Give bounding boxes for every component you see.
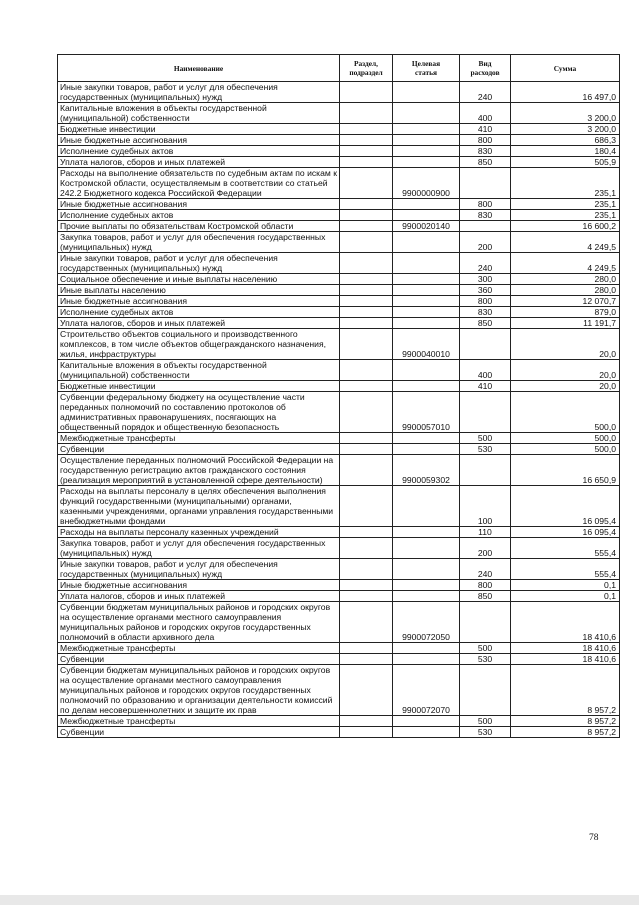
cell-kind: 830 (460, 146, 511, 157)
cell-article (393, 727, 460, 738)
cell-kind: 240 (460, 559, 511, 580)
table-row (58, 486, 620, 527)
cell-article: 9900072070 (393, 665, 460, 716)
cell-article (393, 82, 460, 103)
cell-kind: 500 (460, 716, 511, 727)
table-row (58, 253, 620, 274)
table-row (58, 329, 620, 360)
cell-article (393, 232, 460, 253)
cell-kind: 800 (460, 580, 511, 591)
cell-kind (460, 665, 511, 716)
table-row (58, 591, 620, 602)
cell-section (340, 527, 393, 538)
table-row (58, 527, 620, 538)
cell-name: Закупка товаров, работ и услуг для обеспечения государственных (муниципальных) нужд (58, 538, 340, 559)
cell-section (340, 307, 393, 318)
cell-name: Уплата налогов, сборов и иных платежей (58, 318, 340, 329)
table-row (58, 602, 620, 643)
cell-sum: 3 200,0 (511, 103, 620, 124)
table-row (58, 285, 620, 296)
cell-kind (460, 455, 511, 486)
cell-sum: 0,1 (511, 591, 620, 602)
cell-kind: 400 (460, 360, 511, 381)
table-row (58, 381, 620, 392)
cell-section (340, 360, 393, 381)
table-header (58, 55, 620, 82)
cell-name: Иные бюджетные ассигнования (58, 199, 340, 210)
cell-article (393, 643, 460, 654)
cell-sum: 16 600,2 (511, 221, 620, 232)
cell-kind: 850 (460, 157, 511, 168)
cell-article (393, 318, 460, 329)
cell-article (393, 253, 460, 274)
header-kind: Вид расходов (460, 55, 511, 82)
table-row (58, 157, 620, 168)
cell-section (340, 559, 393, 580)
table-row (58, 168, 620, 199)
cell-article (393, 486, 460, 527)
table-row (58, 146, 620, 157)
budget-table (57, 54, 620, 738)
cell-sum: 4 249,5 (511, 253, 620, 274)
cell-section (340, 135, 393, 146)
cell-sum: 16 095,4 (511, 486, 620, 527)
cell-name: Расходы на выплаты персоналу казенных учреждений (58, 527, 340, 538)
cell-kind: 850 (460, 591, 511, 602)
cell-section (340, 146, 393, 157)
cell-name: Иные бюджетные ассигнования (58, 135, 340, 146)
table-row (58, 392, 620, 433)
cell-section (340, 157, 393, 168)
table-body (58, 82, 620, 738)
cell-kind (460, 221, 511, 232)
cell-section (340, 665, 393, 716)
cell-sum: 12 070,7 (511, 296, 620, 307)
cell-section (340, 591, 393, 602)
table-row (58, 318, 620, 329)
cell-sum: 11 191,7 (511, 318, 620, 329)
cell-sum: 20,0 (511, 381, 620, 392)
cell-name: Иные закупки товаров, работ и услуг для обеспечения государственных (муниципальных) нужд (58, 82, 340, 103)
header-section: Раздел, подраздел (340, 55, 393, 82)
cell-kind: 530 (460, 444, 511, 455)
cell-article (393, 538, 460, 559)
cell-section (340, 232, 393, 253)
cell-article: 9900059302 (393, 455, 460, 486)
cell-sum: 500,0 (511, 392, 620, 433)
cell-sum: 18 410,6 (511, 654, 620, 665)
cell-kind: 400 (460, 103, 511, 124)
table-row (58, 643, 620, 654)
cell-name: Уплата налогов, сборов и иных платежей (58, 591, 340, 602)
cell-sum: 280,0 (511, 274, 620, 285)
cell-section (340, 444, 393, 455)
cell-article: 9900040010 (393, 329, 460, 360)
cell-article (393, 199, 460, 210)
table-row (58, 580, 620, 591)
cell-sum: 20,0 (511, 360, 620, 381)
table-row (58, 199, 620, 210)
cell-section (340, 253, 393, 274)
cell-section (340, 274, 393, 285)
cell-article: 9900072050 (393, 602, 460, 643)
page-number: 78 (589, 833, 599, 843)
cell-article (393, 135, 460, 146)
cell-sum: 280,0 (511, 285, 620, 296)
cell-section (340, 210, 393, 221)
table-row (58, 716, 620, 727)
cell-article (393, 591, 460, 602)
cell-article: 9900057010 (393, 392, 460, 433)
cell-name: Капитальные вложения в объекты государственной (муниципальной) собственности (58, 103, 340, 124)
cell-sum: 16 650,9 (511, 455, 620, 486)
cell-name: Бюджетные инвестиции (58, 381, 340, 392)
cell-article (393, 146, 460, 157)
budget-table-wrap (57, 54, 619, 738)
table-row (58, 124, 620, 135)
cell-name: Социальное обеспечение и иные выплаты населению (58, 274, 340, 285)
cell-sum: 235,1 (511, 199, 620, 210)
cell-name: Межбюджетные трансферты (58, 433, 340, 444)
cell-name: Субвенции бюджетам муниципальных районов и городских округов на осуществление органами местного самоуправления муниципальных районов и городских округов государственных полномочий в области архивного дела (58, 602, 340, 643)
cell-section (340, 580, 393, 591)
cell-section (340, 602, 393, 643)
cell-name: Иные бюджетные ассигнования (58, 580, 340, 591)
cell-sum: 235,1 (511, 210, 620, 221)
cell-name: Иные бюджетные ассигнования (58, 296, 340, 307)
cell-kind: 300 (460, 274, 511, 285)
cell-section (340, 329, 393, 360)
cell-name: Исполнение судебных актов (58, 210, 340, 221)
table-row (58, 274, 620, 285)
cell-kind: 800 (460, 199, 511, 210)
header-article: Целевая статья (393, 55, 460, 82)
cell-kind: 500 (460, 643, 511, 654)
cell-name: Субвенции бюджетам муниципальных районов и городских округов на осуществление органами местного самоуправления муниципальных районов и городских округов государственных полномочий по образованию и организации деятельности комиссий по делам несовершеннолетних и защите их прав (58, 665, 340, 716)
table-row (58, 654, 620, 665)
cell-article (393, 654, 460, 665)
cell-kind: 200 (460, 232, 511, 253)
cell-name: Иные закупки товаров, работ и услуг для обеспечения государственных (муниципальных) нужд (58, 559, 340, 580)
table-row (58, 82, 620, 103)
cell-section (340, 486, 393, 527)
cell-name: Уплата налогов, сборов и иных платежей (58, 157, 340, 168)
cell-article (393, 274, 460, 285)
cell-kind (460, 329, 511, 360)
cell-section (340, 103, 393, 124)
table-row (58, 360, 620, 381)
cell-kind: 360 (460, 285, 511, 296)
cell-kind: 410 (460, 124, 511, 135)
table-row (58, 221, 620, 232)
cell-section (340, 296, 393, 307)
cell-section (340, 392, 393, 433)
cell-section (340, 82, 393, 103)
cell-name: Иные закупки товаров, работ и услуг для обеспечения государственных (муниципальных) нужд (58, 253, 340, 274)
cell-section (340, 643, 393, 654)
cell-sum: 500,0 (511, 444, 620, 455)
cell-article: 9900020140 (393, 221, 460, 232)
cell-sum: 18 410,6 (511, 602, 620, 643)
cell-sum: 505,9 (511, 157, 620, 168)
cell-kind: 500 (460, 433, 511, 444)
cell-article (393, 716, 460, 727)
cell-name: Расходы на выплаты персоналу в целях обеспечения выполнения функций государственными (муниципальными) органами, казенными учреждениями, органами управления государственными внебюджетными фондами (58, 486, 340, 527)
cell-section (340, 221, 393, 232)
cell-section (340, 716, 393, 727)
cell-sum: 879,0 (511, 307, 620, 318)
cell-section (340, 433, 393, 444)
cell-sum: 18 410,6 (511, 643, 620, 654)
cell-kind: 100 (460, 486, 511, 527)
cell-article (393, 381, 460, 392)
table-row (58, 727, 620, 738)
cell-kind (460, 602, 511, 643)
cell-kind: 240 (460, 253, 511, 274)
cell-section (340, 318, 393, 329)
cell-article (393, 157, 460, 168)
cell-sum: 686,3 (511, 135, 620, 146)
cell-sum: 8 957,2 (511, 727, 620, 738)
cell-section (340, 727, 393, 738)
cell-name: Капитальные вложения в объекты государственной (муниципальной) собственности (58, 360, 340, 381)
cell-name: Расходы на выполнение обязательств по судебным актам по искам к Костромской области, осуществляемым в соответствии со статьей 242.2 Бюджетного кодекса Российской Федерации (58, 168, 340, 199)
cell-sum: 0,1 (511, 580, 620, 591)
table-row (58, 103, 620, 124)
table-row (58, 210, 620, 221)
cell-name: Межбюджетные трансферты (58, 643, 340, 654)
cell-kind (460, 392, 511, 433)
table-row (58, 433, 620, 444)
cell-article (393, 307, 460, 318)
table-row (58, 444, 620, 455)
table-row (58, 665, 620, 716)
cell-kind: 830 (460, 307, 511, 318)
cell-name: Строительство объектов социального и производственного комплексов, в том числе объектов общегражданского назначения, жилья, инфраструктуры (58, 329, 340, 360)
cell-kind: 800 (460, 135, 511, 146)
cell-kind: 110 (460, 527, 511, 538)
cell-section (340, 538, 393, 559)
cell-name: Осуществление переданных полномочий Российской Федерации на государственную регистрацию актов гражданского состояния (реализация мероприятий в установленной сфере деятельности) (58, 455, 340, 486)
cell-kind (460, 168, 511, 199)
cell-article (393, 444, 460, 455)
cell-sum: 555,4 (511, 559, 620, 580)
cell-sum: 8 957,2 (511, 665, 620, 716)
cell-sum: 16 095,4 (511, 527, 620, 538)
cell-section (340, 124, 393, 135)
table-row (58, 232, 620, 253)
header-sum: Сумма (511, 55, 620, 82)
header-name: Наименование (58, 55, 340, 82)
cell-sum: 4 249,5 (511, 232, 620, 253)
cell-section (340, 455, 393, 486)
cell-name: Иные выплаты населению (58, 285, 340, 296)
cell-article (393, 580, 460, 591)
cell-name: Прочие выплаты по обязательствам Костромской области (58, 221, 340, 232)
cell-sum: 555,4 (511, 538, 620, 559)
cell-section (340, 381, 393, 392)
cell-article (393, 103, 460, 124)
cell-article (393, 527, 460, 538)
cell-name: Субвенции (58, 444, 340, 455)
cell-kind: 800 (460, 296, 511, 307)
cell-name: Субвенции федеральному бюджету на осуществление части переданных полномочий по составлению протоколов об административных правонарушениях, посягающих на общественный порядок и общественную безопасность (58, 392, 340, 433)
cell-name: Исполнение судебных актов (58, 307, 340, 318)
table-row (58, 296, 620, 307)
cell-sum: 8 957,2 (511, 716, 620, 727)
cell-article (393, 285, 460, 296)
table-row (58, 455, 620, 486)
cell-name: Субвенции (58, 654, 340, 665)
cell-section (340, 654, 393, 665)
cell-section (340, 199, 393, 210)
cell-article (393, 433, 460, 444)
cell-name: Исполнение судебных актов (58, 146, 340, 157)
cell-section (340, 168, 393, 199)
cell-name: Закупка товаров, работ и услуг для обеспечения государственных (муниципальных) нужд (58, 232, 340, 253)
cell-article: 9900000900 (393, 168, 460, 199)
cell-article (393, 296, 460, 307)
table-row (58, 307, 620, 318)
cell-kind: 530 (460, 654, 511, 665)
table-row (58, 135, 620, 146)
cell-sum: 20,0 (511, 329, 620, 360)
cell-sum: 500,0 (511, 433, 620, 444)
cell-kind: 850 (460, 318, 511, 329)
cell-kind: 200 (460, 538, 511, 559)
cell-article (393, 360, 460, 381)
header-row (58, 55, 620, 82)
table-row (58, 538, 620, 559)
cell-section (340, 285, 393, 296)
cell-kind: 410 (460, 381, 511, 392)
cell-sum: 3 200,0 (511, 124, 620, 135)
cell-name: Бюджетные инвестиции (58, 124, 340, 135)
cell-sum: 180,4 (511, 146, 620, 157)
cell-kind: 240 (460, 82, 511, 103)
cell-sum: 235,1 (511, 168, 620, 199)
cell-article (393, 210, 460, 221)
cell-kind: 530 (460, 727, 511, 738)
cell-kind: 830 (460, 210, 511, 221)
cell-sum: 16 497,0 (511, 82, 620, 103)
cell-article (393, 124, 460, 135)
cell-article (393, 559, 460, 580)
table-row (58, 559, 620, 580)
scan-bottom-edge (0, 895, 639, 905)
cell-name: Межбюджетные трансферты (58, 716, 340, 727)
cell-name: Субвенции (58, 727, 340, 738)
